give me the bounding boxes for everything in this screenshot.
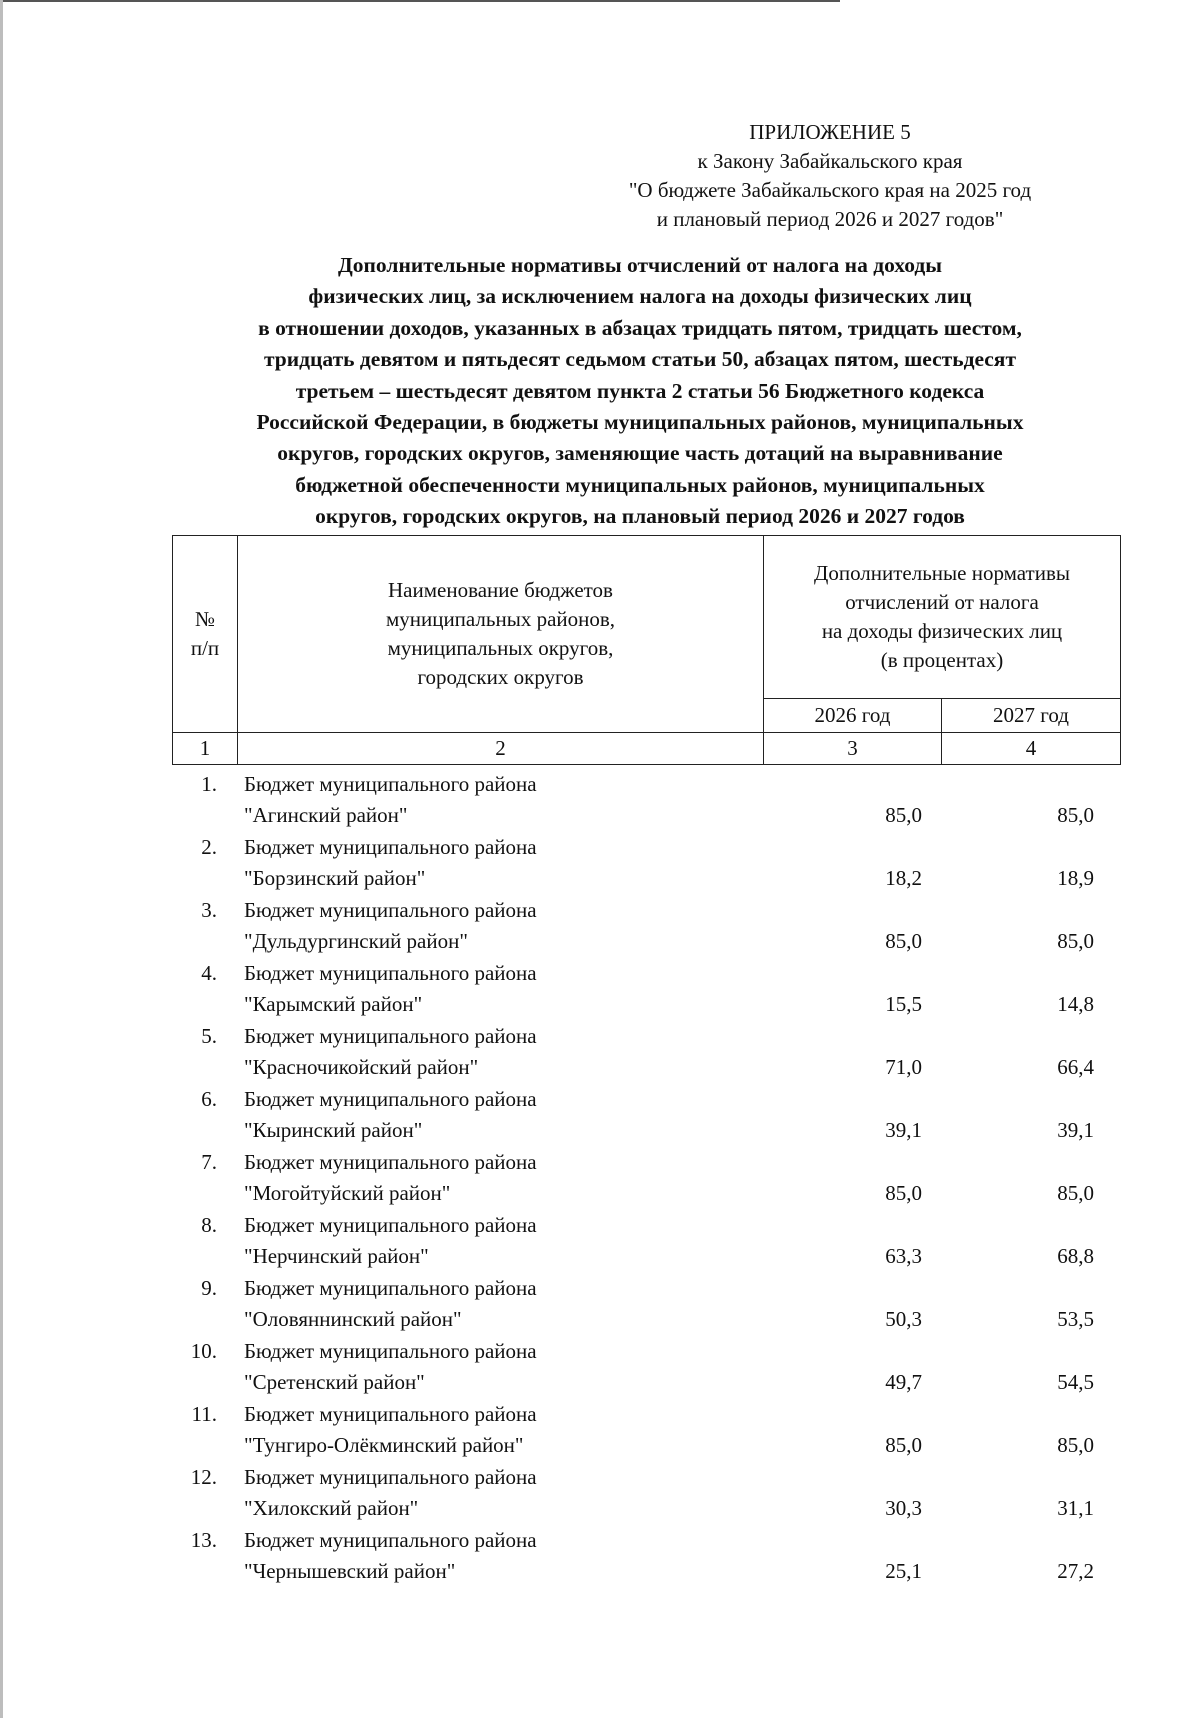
row-value-2027: 85,0 xyxy=(1057,1181,1094,1205)
header-norm-cell xyxy=(764,536,1121,699)
column-number: 4 xyxy=(942,733,1121,765)
row-budget-type: Бюджет муниципального района xyxy=(244,1465,537,1489)
table-row xyxy=(172,958,1120,1021)
row-budget-name xyxy=(244,1462,537,1524)
row-budget-name xyxy=(244,958,537,1020)
row-district: "Кыринский район" xyxy=(244,1118,423,1142)
appendix-heading xyxy=(560,118,1100,234)
table-row xyxy=(172,1147,1120,1210)
row-budget-name xyxy=(244,769,537,831)
row-value-2027: 85,0 xyxy=(1057,929,1094,953)
row-district: "Борзинский район" xyxy=(244,866,426,890)
row-value-2027: 39,1 xyxy=(1057,1118,1094,1142)
title-line: физических лиц, за исключением налога на доходы физических лиц xyxy=(308,284,972,309)
row-value-2027: 85,0 xyxy=(1057,1433,1094,1457)
row-value-2026: 39,1 xyxy=(885,1118,922,1142)
header-num-abbrev: п/п xyxy=(190,636,220,660)
row-value-2026: 50,3 xyxy=(885,1307,922,1331)
row-budget-type: Бюджет муниципального района xyxy=(244,1528,537,1552)
header-name-line: муниципальных районов, xyxy=(385,607,616,631)
title-line: тридцать девятом и пятьдесят седьмом статьи 50, абзацах пятом, шестьдесят xyxy=(263,347,1017,372)
row-number: 13. xyxy=(190,1528,217,1552)
row-value-2026: 18,2 xyxy=(885,866,922,890)
row-budget-name xyxy=(244,1336,537,1398)
row-value-2027: 66,4 xyxy=(1057,1055,1094,1079)
row-budget-type: Бюджет муниципального района xyxy=(244,961,537,985)
scan-top-border xyxy=(0,0,840,2)
header-norm-line: на доходы физических лиц xyxy=(821,619,1063,643)
header-name-line: муниципальных округов, xyxy=(387,636,614,660)
row-budget-name xyxy=(244,1525,537,1587)
table-row xyxy=(172,1525,1120,1588)
table-row xyxy=(172,1084,1120,1147)
row-budget-name xyxy=(244,1210,537,1272)
table-row xyxy=(172,769,1120,832)
row-value-2027: 54,5 xyxy=(1057,1370,1094,1394)
row-district: "Агинский район" xyxy=(244,803,408,827)
title-line: бюджетной обеспеченности муниципальных районов, муниципальных xyxy=(295,472,985,497)
document-title xyxy=(160,250,1120,533)
table-row xyxy=(172,1399,1120,1462)
row-value-2027: 27,2 xyxy=(1057,1559,1094,1583)
table-body xyxy=(172,769,1120,1588)
row-value-2027: 18,9 xyxy=(1057,866,1094,890)
row-value-2027: 85,0 xyxy=(1057,803,1094,827)
table-row xyxy=(172,1336,1120,1399)
row-district: "Красночикойский район" xyxy=(244,1055,479,1079)
row-budget-type: Бюджет муниципального района xyxy=(244,898,537,922)
row-value-2027: 31,1 xyxy=(1057,1496,1094,1520)
row-number: 4. xyxy=(201,961,217,985)
row-value-2027: 53,5 xyxy=(1057,1307,1094,1331)
header-name-cell xyxy=(238,536,764,733)
table-row xyxy=(172,1210,1120,1273)
row-number: 12. xyxy=(190,1465,217,1489)
title-line: Российской Федерации, в бюджеты муниципальных районов, муниципальных xyxy=(256,410,1024,435)
header-year-2026: 2026 год xyxy=(764,699,942,733)
row-value-2026: 30,3 xyxy=(885,1496,922,1520)
row-value-2026: 85,0 xyxy=(885,929,922,953)
table-header xyxy=(172,535,1121,765)
row-budget-name xyxy=(244,1399,537,1461)
header-name-line: городских округов xyxy=(417,665,584,689)
row-budget-name xyxy=(244,1084,537,1146)
row-budget-type: Бюджет муниципального района xyxy=(244,1087,537,1111)
header-num-symbol: № xyxy=(194,607,216,631)
row-budget-type: Бюджет муниципального района xyxy=(244,835,537,859)
row-value-2027: 68,8 xyxy=(1057,1244,1094,1268)
header-norm-line: отчислений от налога xyxy=(845,590,1039,614)
row-district: "Тунгиро-Олёкминский район" xyxy=(244,1433,524,1457)
row-district: "Могойтуйский район" xyxy=(244,1181,451,1205)
table-row xyxy=(172,1273,1120,1336)
row-budget-name xyxy=(244,832,537,894)
row-value-2026: 25,1 xyxy=(885,1559,922,1583)
row-value-2026: 85,0 xyxy=(885,1433,922,1457)
table-row xyxy=(172,895,1120,958)
table-row xyxy=(172,1021,1120,1084)
appendix-law-title-1: "О бюджете Забайкальского края на 2025 год xyxy=(628,178,1032,202)
row-budget-type: Бюджет муниципального района xyxy=(244,1024,537,1048)
row-budget-name xyxy=(244,1021,537,1083)
table-row xyxy=(172,832,1120,895)
row-district: "Сретенский район" xyxy=(244,1370,425,1394)
title-line: Дополнительные нормативы отчислений от налога на доходы xyxy=(337,253,943,277)
row-number: 11. xyxy=(191,1402,217,1426)
appendix-number: ПРИЛОЖЕНИЕ 5 xyxy=(749,120,911,144)
row-number: 6. xyxy=(201,1087,217,1111)
scan-left-edge xyxy=(0,0,3,1718)
header-norm-line: (в процентах) xyxy=(880,648,1004,672)
row-number: 7. xyxy=(201,1150,217,1174)
row-value-2026: 63,3 xyxy=(885,1244,922,1268)
table-row xyxy=(172,1462,1120,1525)
row-district: "Оловяннинский район" xyxy=(244,1307,462,1331)
row-number: 5. xyxy=(201,1024,217,1048)
row-value-2026: 85,0 xyxy=(885,1181,922,1205)
column-number: 2 xyxy=(238,733,764,765)
row-budget-type: Бюджет муниципального района xyxy=(244,1339,537,1363)
row-number: 1. xyxy=(201,772,217,796)
row-value-2026: 71,0 xyxy=(885,1055,922,1079)
header-year-2027: 2027 год xyxy=(942,699,1121,733)
appendix-law-title-2: и плановый период 2026 и 2027 годов" xyxy=(656,207,1004,231)
header-name-line: Наименование бюджетов xyxy=(388,578,613,602)
title-line: третьем – шестьдесят девятом пункта 2 статьи 56 Бюджетного кодекса xyxy=(295,378,985,403)
column-number: 1 xyxy=(173,733,238,765)
row-number: 3. xyxy=(201,898,217,922)
row-value-2027: 14,8 xyxy=(1057,992,1094,1016)
header-norm-line: Дополнительные нормативы xyxy=(814,561,1070,585)
row-district: "Нерчинский район" xyxy=(244,1244,429,1268)
appendix-law-ref: к Закону Забайкальского края xyxy=(697,149,963,173)
row-budget-name xyxy=(244,1147,537,1209)
title-line: в отношении доходов, указанных в абзацах тридцать пятом, тридцать шестом, xyxy=(258,315,1022,340)
row-district: "Карымский район" xyxy=(244,992,423,1016)
row-budget-type: Бюджет муниципального района xyxy=(244,1402,537,1426)
row-district: "Дульдургинский район" xyxy=(244,929,468,953)
row-value-2026: 15,5 xyxy=(885,992,922,1016)
row-number: 9. xyxy=(201,1276,217,1300)
row-value-2026: 85,0 xyxy=(885,803,922,827)
row-budget-type: Бюджет муниципального района xyxy=(244,772,537,796)
row-district: "Хилокский район" xyxy=(244,1496,419,1520)
row-number: 2. xyxy=(201,835,217,859)
row-number: 8. xyxy=(201,1213,217,1237)
column-number: 3 xyxy=(764,733,942,765)
title-line: округов, городских округов, на плановый период 2026 и 2027 годов xyxy=(315,504,965,529)
row-value-2026: 49,7 xyxy=(885,1370,922,1394)
row-budget-name xyxy=(244,895,537,957)
row-budget-type: Бюджет муниципального района xyxy=(244,1213,537,1237)
row-budget-type: Бюджет муниципального района xyxy=(244,1276,537,1300)
row-number: 10. xyxy=(190,1339,217,1363)
title-line: округов, городских округов, заменяющие часть дотаций на выравнивание xyxy=(277,441,1003,466)
row-district: "Чернышевский район" xyxy=(244,1559,456,1583)
row-budget-name xyxy=(244,1273,537,1335)
row-budget-type: Бюджет муниципального района xyxy=(244,1150,537,1174)
header-num-cell xyxy=(173,536,238,733)
